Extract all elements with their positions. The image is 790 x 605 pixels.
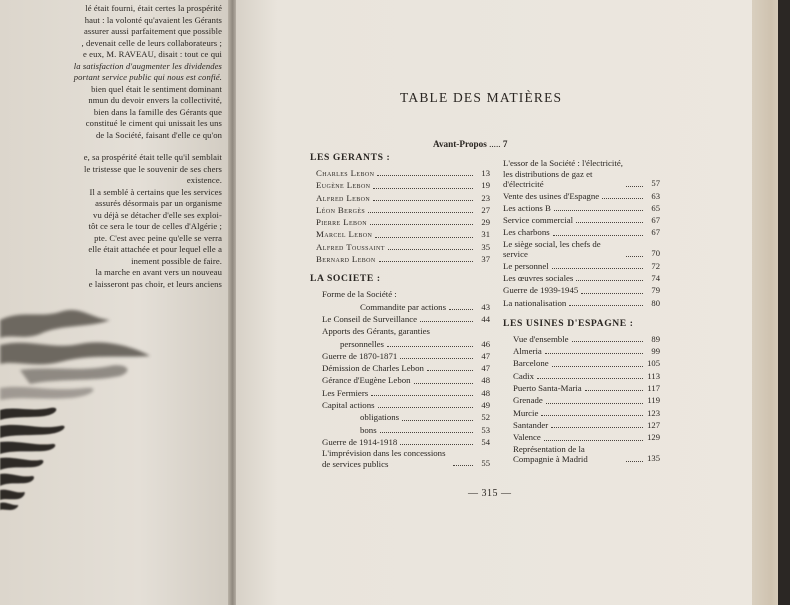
toc-entry-label: Santander [513,419,549,430]
left-text-line: bien quel était le sentiment dominant [91,83,222,94]
dot-leader [602,198,643,199]
left-text-line: le tristesse que le souvenir de ses chers [84,163,222,174]
toc-entry-page: 113 [647,370,660,381]
section-heading-usines-espagne: LES USINES D'ESPAGNE : [503,317,634,329]
toc-entry [503,214,660,226]
toc-column-left [310,152,490,469]
toc-entry-page: 129 [647,432,660,443]
toc-entry [310,350,490,362]
toc-entry [503,272,660,284]
dot-leader [572,341,643,342]
avant-propos-dots: ..... [489,139,501,149]
left-text-line: de la Société, faisant d'elle ce qu'on [96,129,222,140]
toc-entry-page: 19 [481,180,490,191]
left-paragraph [0,152,222,290]
toc-entry-label: Grenade [513,395,543,406]
toc-entry-page: 31 [481,229,490,240]
toc-entry [310,241,490,253]
toc-entry [310,204,490,216]
left-text-line: , devenait celle de leurs collaborateurs ; [81,37,222,48]
toc-entry-label: obligations [360,412,400,423]
toc-entry-page: 27 [481,204,490,215]
toc-entry-page: 54 [481,436,490,447]
dot-leader [402,420,473,421]
dot-leader [373,188,473,189]
toc-entry [310,424,490,436]
toc-entry-page: 57 [651,178,660,189]
toc-entry-label: L'essor de la Société : l'électricité, les distributions de gaz et d'électricité [503,158,623,189]
avant-propos-entry [433,139,507,149]
toc-entry [310,436,490,448]
toc-entry [503,284,660,296]
left-text-line: la satisfaction d'augmenter les dividendes [73,60,222,71]
toc-entry [503,297,660,309]
dot-leader [427,370,473,371]
toc-entry-label: Les charbons [503,227,550,238]
toc-entry-label: Cadix [513,370,535,381]
toc-entry [310,448,490,469]
dot-leader [453,465,473,466]
toc-entry [310,411,490,423]
dot-leader [544,440,643,441]
toc-entry-page: 47 [481,363,490,374]
section-heading-gerants: LES GERANTS : [310,152,391,163]
toc-entry-page: 63 [651,190,660,201]
dot-leader [585,390,643,391]
left-text-line: haut : la volonté qu'avaient les Gérants [84,14,222,25]
left-text-line: e, sa prospérité était telle qu'il semblait [83,152,222,162]
dot-leader [546,403,643,404]
toc-entry-label: Murcie [513,407,539,418]
toc-entry-label: Forme de la Société : [322,289,397,300]
toc-entry [310,362,490,374]
left-text-line: assurés désormais par un organisme [95,198,222,208]
toc-entry-page: 105 [647,358,660,369]
dot-leader [554,210,643,211]
dot-leader [388,249,473,250]
dot-leader [552,366,643,367]
left-text-line: existence. [186,175,222,185]
dot-leader [576,222,643,223]
toc-entry [310,253,490,265]
left-paragraph [0,3,222,141]
toc-entry-label: Capital actions [322,400,375,411]
toc-entry-label: Apports des Gérants, garanties [322,326,430,337]
toc-entry [503,370,660,382]
toc-entry-label: Puerto Santa-Maria [513,383,582,394]
toc-entry-page: 37 [481,254,490,265]
avant-propos-page: 7 [502,139,508,149]
dot-leader [626,256,643,257]
toc-entry [503,357,660,369]
toc-entry-page: 117 [647,383,660,394]
dot-leader [552,268,643,269]
dot-leader [370,224,473,225]
toc-entry [310,301,490,313]
left-text-line: nmun du devoir envers la collectivité, [88,95,222,105]
toc-entry [310,228,490,240]
toc-entry-label: Commandite par actions [360,301,446,312]
gerants-list [310,167,490,265]
dot-leader [400,358,473,359]
left-text-line: e eux, M. RAVEAU, disait : tout ce qui [83,49,222,59]
toc-entry-label: Les Fermiers [322,387,369,398]
dot-leader [368,212,473,213]
toc-entry-page: 123 [647,407,660,418]
toc-entry-page: 80 [651,297,660,308]
toc-entry-page: 23 [481,192,490,203]
dot-leader [387,346,473,347]
dot-leader [581,293,643,294]
toc-entry-page: 67 [651,227,660,238]
toc-entry-label: Alfred Toussaint [316,241,385,252]
left-page [0,0,232,605]
toc-entry-page: 53 [481,424,490,435]
toc-entry [503,407,660,419]
societe-continued-list [503,158,660,309]
dot-leader [420,321,473,322]
toc-entry-label: Vue d'ensemble [513,333,569,344]
toc-entry-label: Bernard Lebon [316,254,376,265]
dot-leader [379,261,473,262]
toc-entry-page: 127 [647,419,660,430]
toc-entry-label: Le Conseil de Surveillance [322,313,418,324]
toc-entry [503,419,660,431]
dot-leader [371,395,473,396]
toc-entry-page: 70 [651,248,660,259]
toc-entry-label: Pierre Lebon [316,217,367,228]
toc-entry-page: 44 [481,313,490,324]
toc-entry [503,202,660,214]
toc-entry [503,431,660,443]
toc-entry-label: bons [360,424,377,435]
toc-entry-page: 46 [481,338,490,349]
dot-leader [553,235,643,236]
left-text-line: e laisseront pas choir, et leurs anciens [88,278,222,289]
toc-entry-page: 49 [481,400,490,411]
left-text-line: vu déjà se détacher d'elle ses exploi- [93,209,222,220]
toc-entry [503,333,660,345]
toc-entry [503,226,660,238]
dot-leader [537,378,643,379]
left-text-line: lé était fourni, était certes la prospérité [85,3,222,13]
toc-entry-label: Le siège social, les chefs de service [503,238,601,260]
dot-leader [576,280,643,281]
toc-entry-page: 135 [647,453,660,464]
toc-entry-page: 65 [651,202,660,213]
toc-entry [310,325,490,337]
toc-title: TABLE DES MATIÈRES [400,90,563,105]
toc-entry-label: Barcelone [513,358,549,369]
toc-entry-page: 48 [481,375,490,386]
toc-entry-page: 119 [647,395,660,406]
dot-leader [626,186,643,187]
background-edge [778,0,790,605]
left-text-line: constitué le ciment qui unissait les uns [85,118,222,128]
left-text-line: bien dans la famille des Gérants que [93,106,222,117]
societe-list [310,288,490,469]
toc-entry-label: Léon Bergès [316,204,366,215]
dot-leader [551,427,643,428]
section-heading-societe: LA SOCIETE : [310,273,381,285]
toc-column-right [503,158,660,465]
dot-leader [545,353,643,354]
toc-entry-label: Les actions B [503,202,551,213]
dot-leader [414,383,473,384]
toc-entry-page: 29 [481,217,490,228]
left-text-line: portant service public qui nous est confié. [73,72,222,82]
toc-entry-label: Représentation de la Compagnie à Madrid [513,443,588,465]
toc-entry-label: Valence [513,432,541,443]
toc-entry-label: Le personnel [503,260,549,271]
toc-entry-label: La nationalisation [503,297,567,308]
toc-entry [503,444,660,465]
toc-entry-label: personnelles [340,338,384,349]
dot-leader [380,432,473,433]
toc-entry-label: Les œuvres sociales [503,272,574,283]
toc-entry-label: Eugène Lebon [316,180,371,191]
left-text-line: la marche en avant vers un nouveau [95,267,222,277]
toc-entry-page: 99 [651,346,660,357]
toc-entry-page: 43 [481,301,490,312]
toc-entry [310,399,490,411]
toc-entry [310,374,490,386]
toc-entry-page: 79 [651,285,660,296]
toc-entry [310,387,490,399]
toc-entry-page: 48 [481,387,490,398]
toc-entry [503,345,660,357]
toc-entry-page: 72 [651,260,660,271]
toc-entry [310,192,490,204]
toc-entry-page: 55 [481,457,490,468]
left-text-line: Il a semblé à certains que les services [89,186,222,197]
dot-leader [626,461,643,462]
left-text-line: elle était attachée et pour lequel elle a [88,244,222,254]
toc-entry-page: 35 [481,241,490,252]
toc-entry [503,382,660,394]
dot-leader [375,237,473,238]
toc-entry-label: Démission de Charles Lebon [322,363,424,374]
ink-wash-illustration [0,300,228,520]
toc-entry-page: 67 [651,215,660,226]
left-text-line: assurer aussi parfaitement que possible [83,26,222,36]
toc-entry-page: 47 [481,350,490,361]
toc-entry [503,260,660,272]
toc-entry-page: 89 [651,333,660,344]
toc-entry-label: Vente des usines d'Espagne [503,190,600,201]
dot-leader [569,305,643,306]
toc-entry [503,190,660,202]
dot-leader [373,200,473,201]
toc-entry [503,158,660,190]
toc-entry-label: Gérance d'Eugène Lebon [322,375,411,386]
left-page-text [0,0,228,301]
left-text-line: inement possible de faire. [131,255,222,266]
toc-entry [310,179,490,191]
toc-entry [310,216,490,228]
toc-entry-page: 13 [481,168,490,178]
toc-entry-label: Marcel Lebon [316,229,373,240]
toc-entry-page: 74 [651,272,660,283]
toc-entry [310,167,490,179]
page-number: — 315 — [468,488,512,499]
toc-entry [310,313,490,325]
avant-propos-label: Avant-Propos [433,139,487,149]
toc-entry-label: Guerre de 1870-1871 [322,350,398,361]
toc-entry-label: Almeria [513,346,542,357]
toc-entry-label: Guerre de 1914-1918 [322,436,398,447]
toc-entry-page: 52 [481,412,490,423]
left-text-line: pte. C'est avec peine qu'elle se verra [94,232,222,243]
dot-leader [541,415,643,416]
left-text-line: tôt ce sera le tour de celles d'Algérie ; [88,221,222,231]
dot-leader [378,407,473,408]
usines-espagne-list [503,333,660,465]
toc-entry [503,239,660,260]
toc-entry [310,288,490,300]
toc-entry-label: Service commercial [503,215,574,226]
dot-leader [400,444,473,445]
dot-leader [377,175,473,176]
toc-entry-label: L'imprévision dans les concessions de services publics [322,448,446,469]
toc-entry-label: Guerre de 1939-1945 [503,285,579,296]
toc-entry-label: Alfred Lebon [316,192,371,203]
toc-entry-label: Charles Lebon [316,168,375,178]
toc-entry [310,338,490,350]
dot-leader [449,309,473,310]
toc-entry [503,394,660,406]
